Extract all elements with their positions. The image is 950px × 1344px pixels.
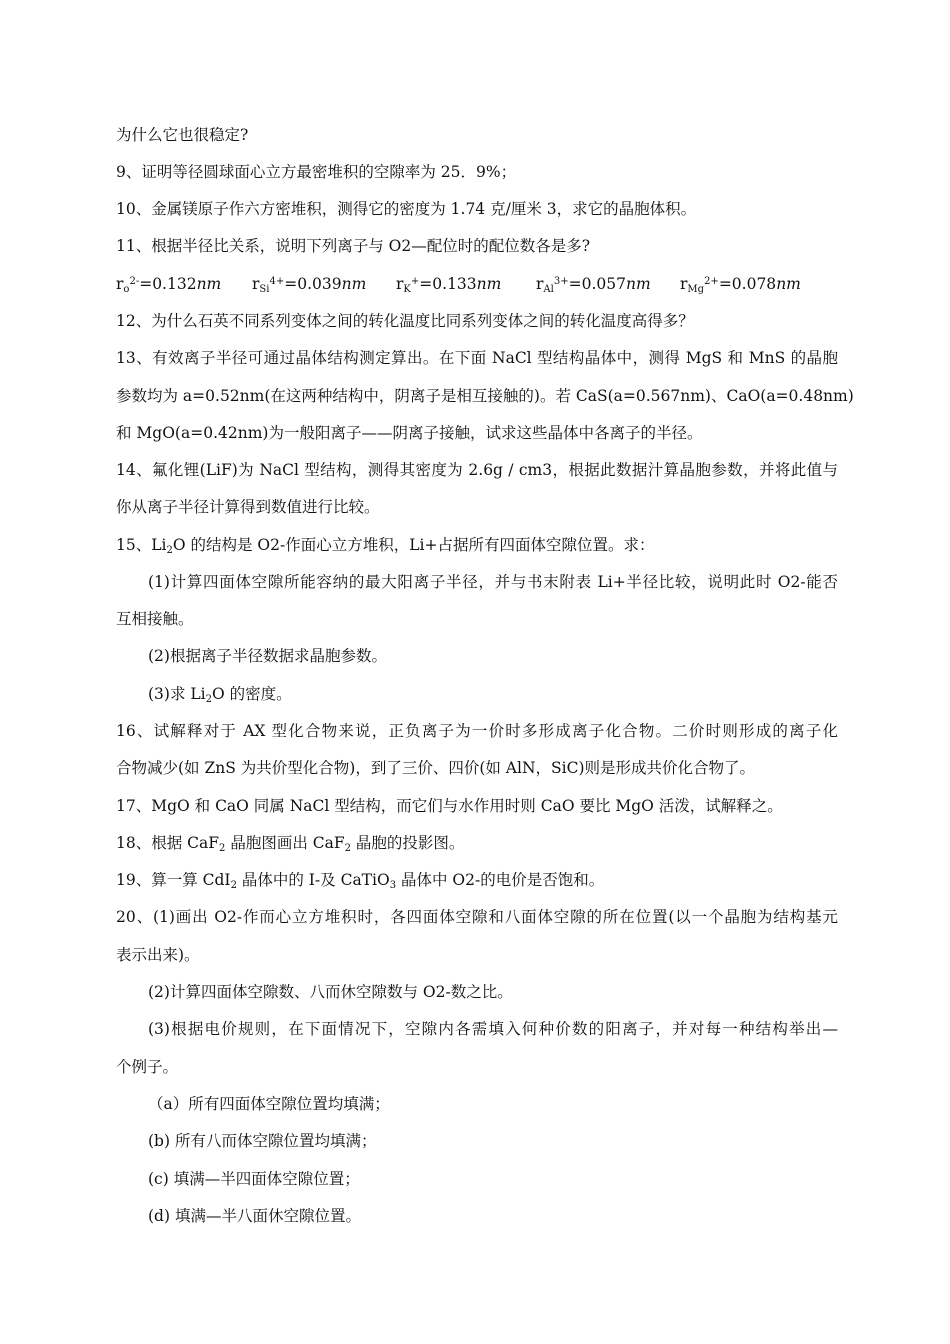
text-line: 参数均为 a=0.52nm(在这两种结构中，阴离子是相互接触的)。若 CaS(a=0.567nm)、CaO(a=0.48nm) — [116, 387, 854, 405]
question-9: 9、证明等径圆球面心立方最密堆积的空隙率为 25．9%； — [116, 163, 517, 181]
text-line: 和 MgO(a=0.42nm)为一般阳离子——阴离子接触，试求这些晶体中各离子的半径。 — [116, 424, 703, 442]
question-16: 16、试解释对于 AX 型化合物来说，正负离子为一价时多形成离子化合物。二价时则形成的离子化 — [116, 722, 838, 740]
radius-al3: $r_{Al}^{3+}=0.057nm$ — [536, 275, 651, 295]
radius-si4: $r_{Si}^{4+}=0.039nm$ — [252, 275, 367, 295]
radius-mg2: $r_{Mg}^{2+}=0.078nm$ — [680, 275, 801, 295]
option-b: (b) 所有八而体空隙位置均填满； — [148, 1132, 377, 1150]
question-12: 12、为什么石英不同系列变体之间的转化温度比同系列变体之间的转化温度高得多？ — [116, 312, 694, 330]
question-18: 18、根据 CaF$_2$ 晶胞图画出 CaF$_2$ 晶胞的投影图。 — [116, 834, 465, 854]
question-10: 10、金属镁原子作六方密堆积，测得它的密度为 1.74 克/厘米 3，求它的晶胞体积。 — [116, 200, 697, 218]
text-line: 合物减少(如 ZnS 为共价型化合物)，到了三价、四价(如 AlN，SiC)则是形成共价化合物了。 — [116, 759, 755, 777]
option-d: (d) 填满—半八面休空隙位置。 — [148, 1207, 361, 1225]
text-line: 为什么它也很稳定? — [116, 126, 249, 144]
text-line: 互相接触。 — [116, 610, 194, 628]
radius-o2: $r_o^{2-}=0.132nm$ — [116, 275, 222, 295]
question-20-part-2: (2)计算四面体空隙数、八而休空隙数与 O2-数之比。 — [148, 983, 513, 1001]
option-c: (c) 填满—半四面体空隙位置； — [148, 1170, 360, 1188]
question-15-part-2: (2)根据离子半径数据求晶胞参数。 — [148, 647, 387, 665]
text-line: 你从离子半径计算得到数值进行比较。 — [116, 498, 380, 516]
question-14: 14、氟化锂(LiF)为 NaCl 型结构，测得其密度为 2.6g / cm3，根据此数据汁算晶胞参数，并将此值与 — [116, 461, 838, 479]
question-15: 15、$Li_2O$ 的结构是 O2-作面心立方堆积，Li+占据所有四面体空隙位置。求： — [116, 536, 655, 556]
question-13: 13、有效离子半径可通过晶体结构测定算出。在下面 NaCl 型结构晶体中，测得 MgS 和 MnS 的晶胞 — [116, 349, 838, 367]
question-15-part-1: (1)计算四面体空隙所能容纳的最大阳离子半径，并与书末附表 Li+半径比较，说明此时 O2-能否 — [148, 573, 838, 591]
question-20-part-3: (3)根据电价规则，在下面情况下，空隙内各需填入何种价数的阳离子，并对每一种结构举出— — [148, 1020, 838, 1038]
text-line: 个例子。 — [116, 1058, 179, 1076]
question-19: 19、算一算 CdI$_2$ 晶体中的 I-及 CaTiO$_3$ 晶体中 O2-的电价是否饱和。 — [116, 871, 605, 891]
question-15-part-3: (3)求 $Li_2O$ 的密度。 — [148, 685, 292, 705]
question-20: 20、(1)画出 O2-作而心立方堆积时，各四面体空隙和八面体空隙的所在位置(以一个晶胞为结构基元 — [116, 908, 838, 926]
question-17: 17、MgO 和 CaO 同属 NaCl 型结构，而它们与水作用时则 CaO 要比 MgO 活泼，试解释之。 — [116, 797, 783, 815]
radius-k: $r_K^+=0.133nm$ — [396, 275, 502, 295]
option-a: （a）所有四面体空隙位置均填满； — [148, 1095, 390, 1113]
question-11: 11、根据半径比关系，说明下列离子与 O2—配位时的配位数各是多? — [116, 237, 591, 255]
text-line: 表示出来)。 — [116, 946, 200, 964]
